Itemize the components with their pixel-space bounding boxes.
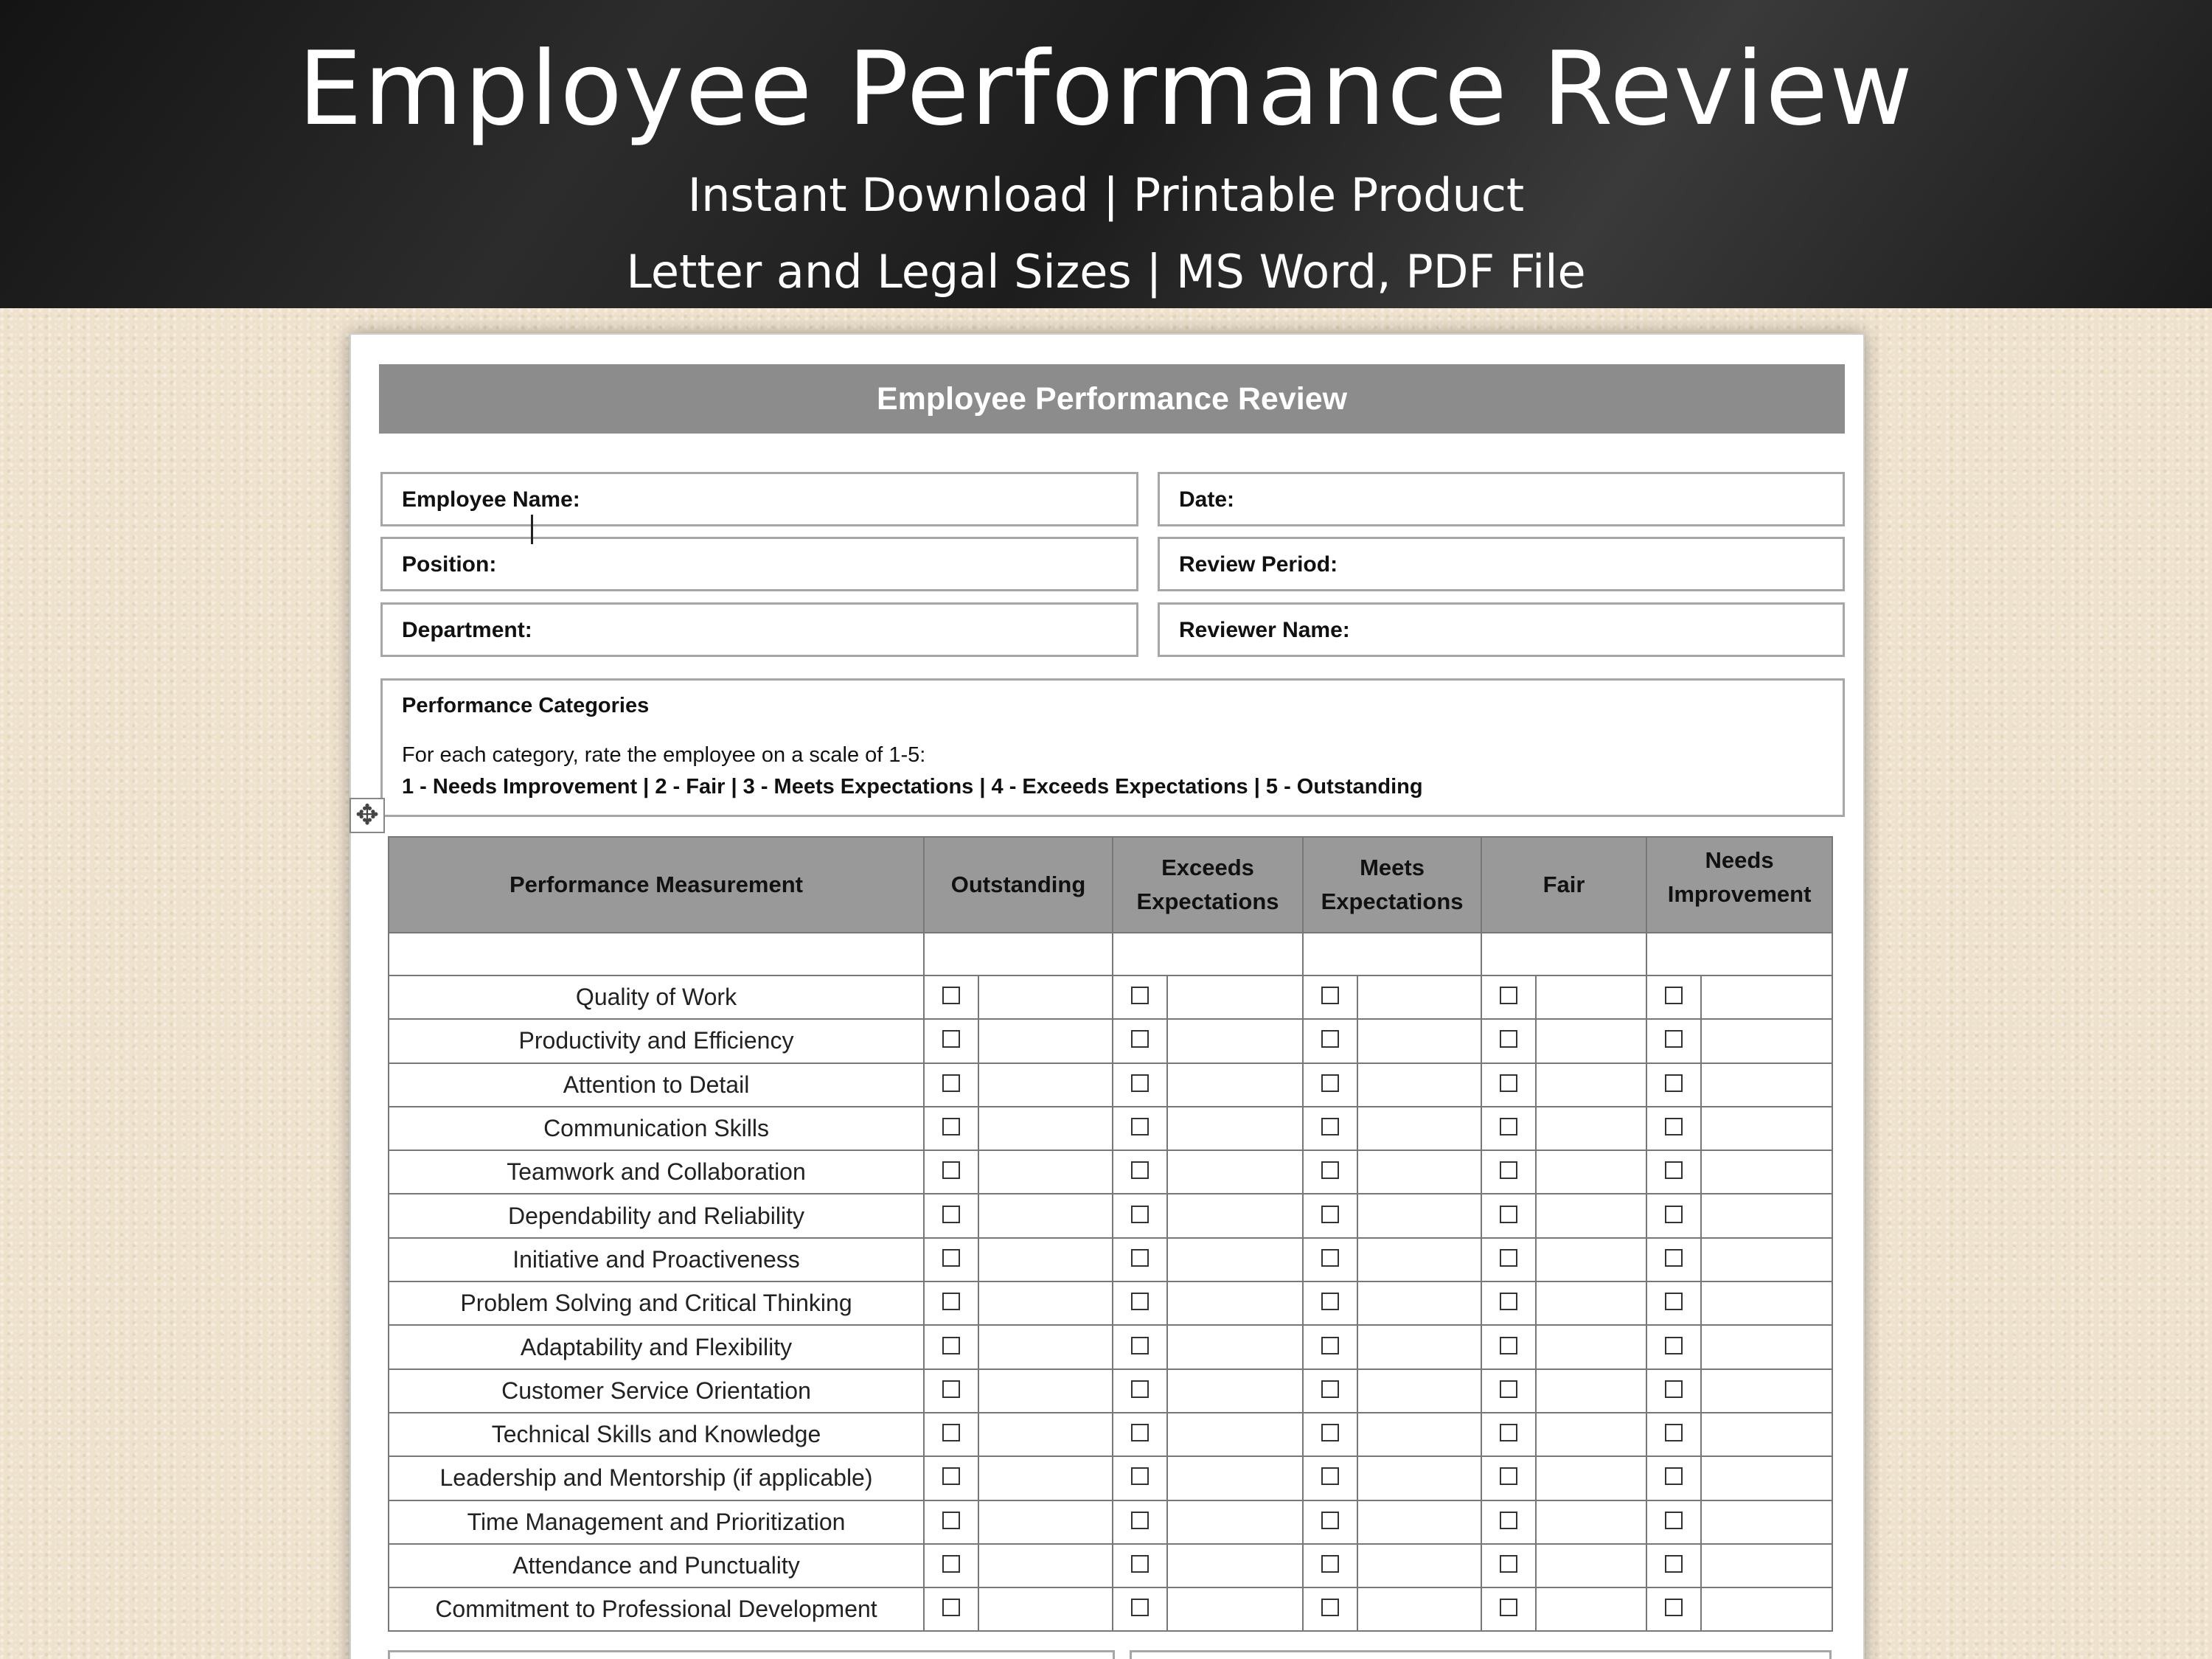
outstanding-notes-cell[interactable] [978,1238,1113,1281]
fair-checkbox[interactable] [1500,1030,1517,1048]
outstanding-checkbox-cell [924,1063,978,1107]
fair-checkbox[interactable] [1500,1161,1517,1179]
fair-notes-cell[interactable] [1536,1544,1646,1587]
needs-improvement-notes-cell[interactable] [1701,975,1832,1019]
fair-notes-cell[interactable] [1536,1150,1646,1194]
bottom-box-left [388,1650,1115,1659]
exceeds-checkbox-cell [1113,1500,1167,1544]
measurement-label: Leadership and Mentorship (if applicable) [389,1456,924,1500]
exceeds-checkbox[interactable] [1131,1512,1149,1529]
exceeds-notes-cell[interactable] [1167,1456,1303,1500]
meets-notes-cell[interactable] [1357,1238,1481,1281]
needs-improvement-notes-cell[interactable] [1701,1238,1832,1281]
exceeds-checkbox-cell [1113,1587,1167,1631]
outstanding-checkbox[interactable] [942,1424,960,1441]
position-field[interactable]: Position: [380,537,1138,591]
meets-checkbox[interactable] [1321,1249,1339,1267]
outstanding-notes-cell[interactable] [978,1281,1113,1325]
table-row [389,1281,1832,1325]
exceeds-checkbox[interactable] [1131,1118,1149,1135]
fair-checkbox-cell [1481,1456,1536,1500]
needs-improvement-checkbox-cell [1646,1587,1701,1631]
needs-improvement-checkbox-cell [1646,1107,1701,1150]
meets-checkbox[interactable] [1321,1074,1339,1092]
meets-checkbox[interactable] [1321,1555,1339,1573]
needs-improvement-checkbox[interactable] [1665,1293,1683,1310]
banner-subtitle-1: Instant Download | Printable Product [687,168,1525,222]
exceeds-checkbox[interactable] [1131,1380,1149,1398]
exceeds-checkbox-cell [1113,1544,1167,1587]
banner-title: Employee Performance Review [297,29,1915,148]
outstanding-notes-cell[interactable] [978,1194,1113,1237]
meets-notes-cell[interactable] [1357,1500,1481,1544]
outstanding-checkbox-cell [924,1369,978,1413]
outstanding-checkbox-cell [924,1325,978,1368]
header-meets-line2: Expectations [1321,888,1464,914]
needs-improvement-notes-cell[interactable] [1701,1019,1832,1062]
needs-improvement-notes-cell[interactable] [1701,1587,1832,1631]
department-field[interactable]: Department: [380,602,1138,657]
employee-name-field[interactable]: Employee Name: [380,472,1138,526]
meets-checkbox-cell [1303,1281,1357,1325]
meets-checkbox[interactable] [1321,1161,1339,1179]
needs-improvement-checkbox[interactable] [1665,1030,1683,1048]
needs-improvement-checkbox-cell [1646,1500,1701,1544]
exceeds-checkbox[interactable] [1131,1249,1149,1267]
meets-notes-cell[interactable] [1357,1456,1481,1500]
header-meets [1303,837,1481,933]
exceeds-checkbox[interactable] [1131,1467,1149,1485]
outstanding-checkbox[interactable] [942,1030,960,1048]
needs-improvement-checkbox-cell [1646,1238,1701,1281]
meets-checkbox-cell [1303,1107,1357,1150]
fair-checkbox-cell [1481,1063,1536,1107]
meets-notes-cell[interactable] [1357,1019,1481,1062]
meets-checkbox[interactable] [1321,1424,1339,1441]
meets-checkbox-cell [1303,1369,1357,1413]
outstanding-notes-cell[interactable] [978,1019,1113,1062]
outstanding-notes-cell[interactable] [978,1325,1113,1368]
needs-improvement-checkbox[interactable] [1665,1467,1683,1485]
needs-improvement-checkbox-cell [1646,1369,1701,1413]
header-measurement: Performance Measurement [389,837,924,933]
table-move-handle-icon[interactable]: ✥ [349,798,385,833]
measurement-label: Technical Skills and Knowledge [389,1413,924,1456]
outstanding-checkbox[interactable] [942,1118,960,1135]
meets-checkbox-cell [1303,1150,1357,1194]
fair-notes-cell[interactable] [1536,1107,1646,1150]
exceeds-checkbox-cell [1113,1019,1167,1062]
meets-checkbox[interactable] [1321,1467,1339,1485]
fair-checkbox[interactable] [1500,1249,1517,1267]
outstanding-checkbox[interactable] [942,1467,960,1485]
measurement-label: Productivity and Efficiency [389,1019,924,1062]
needs-improvement-checkbox-cell [1646,1325,1701,1368]
meets-notes-cell[interactable] [1357,1325,1481,1368]
fair-notes-cell[interactable] [1536,1587,1646,1631]
needs-improvement-checkbox-cell [1646,1544,1701,1587]
measurement-label: Dependability and Reliability [389,1194,924,1237]
exceeds-checkbox[interactable] [1131,1599,1149,1616]
meets-checkbox-cell [1303,975,1357,1019]
measurement-label: Initiative and Proactiveness [389,1238,924,1281]
needs-improvement-notes-cell[interactable] [1701,1369,1832,1413]
table-row [389,975,1832,1019]
fair-notes-cell[interactable] [1536,1325,1646,1368]
exceeds-checkbox[interactable] [1131,1555,1149,1573]
fair-checkbox-cell [1481,1238,1536,1281]
measurement-label: Problem Solving and Critical Thinking [389,1281,924,1325]
meets-checkbox[interactable] [1321,1337,1339,1354]
fair-checkbox[interactable] [1500,987,1517,1004]
exceeds-checkbox-cell [1113,975,1167,1019]
meets-checkbox-cell [1303,1587,1357,1631]
needs-improvement-notes-cell[interactable] [1701,1107,1832,1150]
needs-improvement-notes-cell[interactable] [1701,1194,1832,1237]
table-row [389,1456,1832,1500]
outstanding-notes-cell[interactable] [978,1107,1113,1150]
meets-checkbox[interactable] [1321,1293,1339,1310]
fair-notes-cell[interactable] [1536,1456,1646,1500]
meets-checkbox[interactable] [1321,1380,1339,1398]
needs-improvement-notes-cell[interactable] [1701,1325,1832,1368]
outstanding-checkbox[interactable] [942,1161,960,1179]
needs-improvement-checkbox[interactable] [1665,1118,1683,1135]
fair-notes-cell[interactable] [1536,1413,1646,1456]
outstanding-notes-cell[interactable] [978,1500,1113,1544]
measurement-label: Customer Service Orientation [389,1369,924,1413]
text-cursor [531,515,533,544]
exceeds-checkbox[interactable] [1131,1206,1149,1223]
outstanding-notes-cell[interactable] [978,975,1113,1019]
bottom-box-right [1130,1650,1832,1659]
meets-checkbox-cell [1303,1413,1357,1456]
fair-notes-cell[interactable] [1536,1063,1646,1107]
categories-title: Performance Categories [402,694,650,717]
fair-checkbox[interactable] [1500,1337,1517,1354]
table-row [389,1325,1832,1368]
meets-checkbox[interactable] [1321,1512,1339,1529]
header-needs-line1: Needs [1705,847,1774,873]
fair-checkbox-cell [1481,1194,1536,1237]
outstanding-checkbox[interactable] [942,1599,960,1616]
needs-improvement-notes-cell[interactable] [1701,1500,1832,1544]
needs-improvement-checkbox-cell [1646,1150,1701,1194]
needs-improvement-notes-cell[interactable] [1701,1281,1832,1325]
header-exceeds-line1: Exceeds [1161,855,1254,880]
fair-notes-cell[interactable] [1536,1019,1646,1062]
table-row [389,1150,1832,1194]
header-exceeds [1113,837,1303,933]
meets-checkbox[interactable] [1321,1030,1339,1048]
measurement-label: Adaptability and Flexibility [389,1325,924,1368]
fair-notes-cell[interactable] [1536,1238,1646,1281]
outstanding-checkbox-cell [924,1194,978,1237]
outstanding-checkbox-cell [924,1587,978,1631]
header-fair: Fair [1481,837,1646,933]
exceeds-notes-cell[interactable] [1167,1238,1303,1281]
fair-notes-cell[interactable] [1536,1194,1646,1237]
outstanding-notes-cell[interactable] [978,1587,1113,1631]
outstanding-notes-cell[interactable] [978,1369,1113,1413]
exceeds-checkbox-cell [1113,1150,1167,1194]
fair-checkbox-cell [1481,1544,1536,1587]
exceeds-notes-cell[interactable] [1167,1107,1303,1150]
needs-improvement-notes-cell[interactable] [1701,1150,1832,1194]
outstanding-checkbox-cell [924,1019,978,1062]
outstanding-notes-cell[interactable] [978,1063,1113,1107]
meets-notes-cell[interactable] [1357,1544,1481,1587]
outstanding-checkbox[interactable] [942,1337,960,1354]
meets-checkbox-cell [1303,1325,1357,1368]
exceeds-checkbox[interactable] [1131,987,1149,1004]
fair-notes-cell[interactable] [1536,975,1646,1019]
meets-notes-cell[interactable] [1357,1281,1481,1325]
meets-checkbox-cell [1303,1544,1357,1587]
fair-notes-cell[interactable] [1536,1500,1646,1544]
review-period-field[interactable]: Review Period: [1158,537,1845,591]
meets-checkbox-cell [1303,1019,1357,1062]
outstanding-checkbox[interactable] [942,1555,960,1573]
table-row [389,1413,1832,1456]
fair-checkbox-cell [1481,1587,1536,1631]
needs-improvement-checkbox-cell [1646,1194,1701,1237]
needs-improvement-checkbox[interactable] [1665,1424,1683,1441]
needs-improvement-checkbox[interactable] [1665,1337,1683,1354]
categories-description: For each category, rate the employee on a scale of 1-5: [402,743,926,767]
fair-checkbox[interactable] [1500,1599,1517,1616]
needs-improvement-checkbox[interactable] [1665,987,1683,1004]
meets-notes-cell[interactable] [1357,975,1481,1019]
fair-checkbox[interactable] [1500,1512,1517,1529]
needs-improvement-checkbox[interactable] [1665,1161,1683,1179]
exceeds-notes-cell[interactable] [1167,1544,1303,1587]
fair-checkbox-cell [1481,1325,1536,1368]
outstanding-notes-cell[interactable] [978,1544,1113,1587]
table-row [389,1194,1832,1237]
document-title: Employee Performance Review [379,364,1845,434]
fair-checkbox[interactable] [1500,1424,1517,1441]
exceeds-checkbox-cell [1113,1369,1167,1413]
exceeds-checkbox[interactable] [1131,1074,1149,1092]
outstanding-checkbox[interactable] [942,1293,960,1310]
meets-notes-cell[interactable] [1357,1413,1481,1456]
fair-checkbox[interactable] [1500,1467,1517,1485]
exceeds-checkbox-cell [1113,1107,1167,1150]
measurement-label: Teamwork and Collaboration [389,1150,924,1194]
outstanding-checkbox-cell [924,1150,978,1194]
meets-checkbox-cell [1303,1238,1357,1281]
meets-notes-cell[interactable] [1357,1369,1481,1413]
fair-notes-cell[interactable] [1536,1281,1646,1325]
needs-improvement-checkbox-cell [1646,1063,1701,1107]
meets-notes-cell[interactable] [1357,1194,1481,1237]
header-needs-line2: Improvement [1667,881,1812,907]
outstanding-checkbox[interactable] [942,1249,960,1267]
exceeds-notes-cell[interactable] [1167,1194,1303,1237]
outstanding-checkbox[interactable] [942,1206,960,1223]
exceeds-notes-cell[interactable] [1167,1500,1303,1544]
meets-checkbox[interactable] [1321,987,1339,1004]
outstanding-checkbox[interactable] [942,987,960,1004]
fair-checkbox-cell [1481,1019,1536,1062]
meets-checkbox-cell [1303,1063,1357,1107]
exceeds-checkbox[interactable] [1131,1337,1149,1354]
measurement-label: Communication Skills [389,1107,924,1150]
table-row [389,1500,1832,1544]
measurement-label: Commitment to Professional Development [389,1587,924,1631]
measurement-label: Attention to Detail [389,1063,924,1107]
reviewer-name-field[interactable]: Reviewer Name: [1158,602,1845,657]
exceeds-checkbox-cell [1113,1325,1167,1368]
outstanding-checkbox[interactable] [942,1512,960,1529]
fair-checkbox-cell [1481,1107,1536,1150]
table-row [389,1369,1832,1413]
needs-improvement-checkbox[interactable] [1665,1380,1683,1398]
outstanding-notes-cell[interactable] [978,1150,1113,1194]
exceeds-notes-cell[interactable] [1167,1063,1303,1107]
meets-checkbox[interactable] [1321,1599,1339,1616]
banner [0,0,2212,308]
measurement-label: Quality of Work [389,975,924,1019]
fair-checkbox-cell [1481,975,1536,1019]
measurement-label: Time Management and Prioritization [389,1500,924,1544]
outstanding-notes-cell[interactable] [978,1413,1113,1456]
needs-improvement-checkbox[interactable] [1665,1074,1683,1092]
fair-checkbox[interactable] [1500,1118,1517,1135]
exceeds-checkbox[interactable] [1131,1293,1149,1310]
performance-table [388,836,1833,1632]
exceeds-notes-cell[interactable] [1167,975,1303,1019]
exceeds-checkbox[interactable] [1131,1030,1149,1048]
needs-improvement-notes-cell[interactable] [1701,1063,1832,1107]
needs-improvement-checkbox[interactable] [1665,1599,1683,1616]
needs-improvement-notes-cell[interactable] [1701,1544,1832,1587]
exceeds-notes-cell[interactable] [1167,1587,1303,1631]
table-row [389,1238,1832,1281]
exceeds-checkbox[interactable] [1131,1424,1149,1441]
outstanding-checkbox-cell [924,975,978,1019]
needs-improvement-checkbox[interactable] [1665,1555,1683,1573]
outstanding-checkbox-cell [924,1544,978,1587]
exceeds-notes-cell[interactable] [1167,1413,1303,1456]
exceeds-checkbox[interactable] [1131,1161,1149,1179]
needs-improvement-notes-cell[interactable] [1701,1413,1832,1456]
date-field[interactable]: Date: [1158,472,1845,526]
fair-checkbox-cell [1481,1500,1536,1544]
needs-improvement-checkbox[interactable] [1665,1206,1683,1223]
document-page [349,333,1865,1659]
needs-improvement-checkbox[interactable] [1665,1249,1683,1267]
exceeds-checkbox-cell [1113,1238,1167,1281]
needs-improvement-checkbox[interactable] [1665,1512,1683,1529]
table-row [389,1019,1832,1062]
exceeds-notes-cell[interactable] [1167,1019,1303,1062]
exceeds-checkbox-cell [1113,1063,1167,1107]
needs-improvement-checkbox-cell [1646,1019,1701,1062]
table-row [389,1107,1832,1150]
outstanding-checkbox[interactable] [942,1074,960,1092]
header-needs-improvement [1646,837,1832,933]
exceeds-checkbox-cell [1113,1413,1167,1456]
meets-notes-cell[interactable] [1357,1107,1481,1150]
exceeds-notes-cell[interactable] [1167,1281,1303,1325]
header-exceeds-line2: Expectations [1136,888,1279,914]
needs-improvement-checkbox-cell [1646,1456,1701,1500]
header-meets-line1: Meets [1360,855,1425,880]
exceeds-checkbox-cell [1113,1194,1167,1237]
needs-improvement-checkbox-cell [1646,1413,1701,1456]
meets-checkbox-cell [1303,1500,1357,1544]
exceeds-notes-cell[interactable] [1167,1369,1303,1413]
table-row [389,1587,1832,1631]
outstanding-checkbox-cell [924,1500,978,1544]
needs-improvement-checkbox-cell [1646,975,1701,1019]
outstanding-checkbox-cell [924,1413,978,1456]
meets-checkbox-cell [1303,1194,1357,1237]
fair-checkbox-cell [1481,1413,1536,1456]
measurement-label: Attendance and Punctuality [389,1544,924,1587]
meets-notes-cell[interactable] [1357,1587,1481,1631]
needs-improvement-checkbox-cell [1646,1281,1701,1325]
fair-notes-cell[interactable] [1536,1369,1646,1413]
fair-checkbox-cell [1481,1281,1536,1325]
fair-checkbox[interactable] [1500,1206,1517,1223]
exceeds-checkbox-cell [1113,1456,1167,1500]
exceeds-notes-cell[interactable] [1167,1150,1303,1194]
fair-checkbox[interactable] [1500,1555,1517,1573]
meets-notes-cell[interactable] [1357,1150,1481,1194]
fair-checkbox[interactable] [1500,1074,1517,1092]
header-outstanding: Outstanding [924,837,1113,933]
banner-subtitle-2: Letter and Legal Sizes | MS Word, PDF File [626,245,1586,299]
performance-categories-box [380,678,1845,817]
fair-checkbox-cell [1481,1150,1536,1194]
table-row [389,1544,1832,1587]
outstanding-checkbox-cell [924,1456,978,1500]
exceeds-notes-cell[interactable] [1167,1325,1303,1368]
meets-checkbox[interactable] [1321,1118,1339,1135]
exceeds-checkbox-cell [1113,1281,1167,1325]
fair-checkbox[interactable] [1500,1293,1517,1310]
outstanding-checkbox-cell [924,1107,978,1150]
needs-improvement-notes-cell[interactable] [1701,1456,1832,1500]
fair-checkbox[interactable] [1500,1380,1517,1398]
table-header-row [389,837,1832,933]
outstanding-checkbox-cell [924,1281,978,1325]
blank-row [389,933,1832,975]
meets-notes-cell[interactable] [1357,1063,1481,1107]
fair-checkbox-cell [1481,1369,1536,1413]
outstanding-checkbox-cell [924,1238,978,1281]
outstanding-notes-cell[interactable] [978,1456,1113,1500]
table-row [389,1063,1832,1107]
categories-scale: 1 - Needs Improvement | 2 - Fair | 3 - Meets Expectations | 4 - Exceeds Expectations | 5 - Outstanding [402,775,1423,799]
outstanding-checkbox[interactable] [942,1380,960,1398]
meets-checkbox-cell [1303,1456,1357,1500]
meets-checkbox[interactable] [1321,1206,1339,1223]
